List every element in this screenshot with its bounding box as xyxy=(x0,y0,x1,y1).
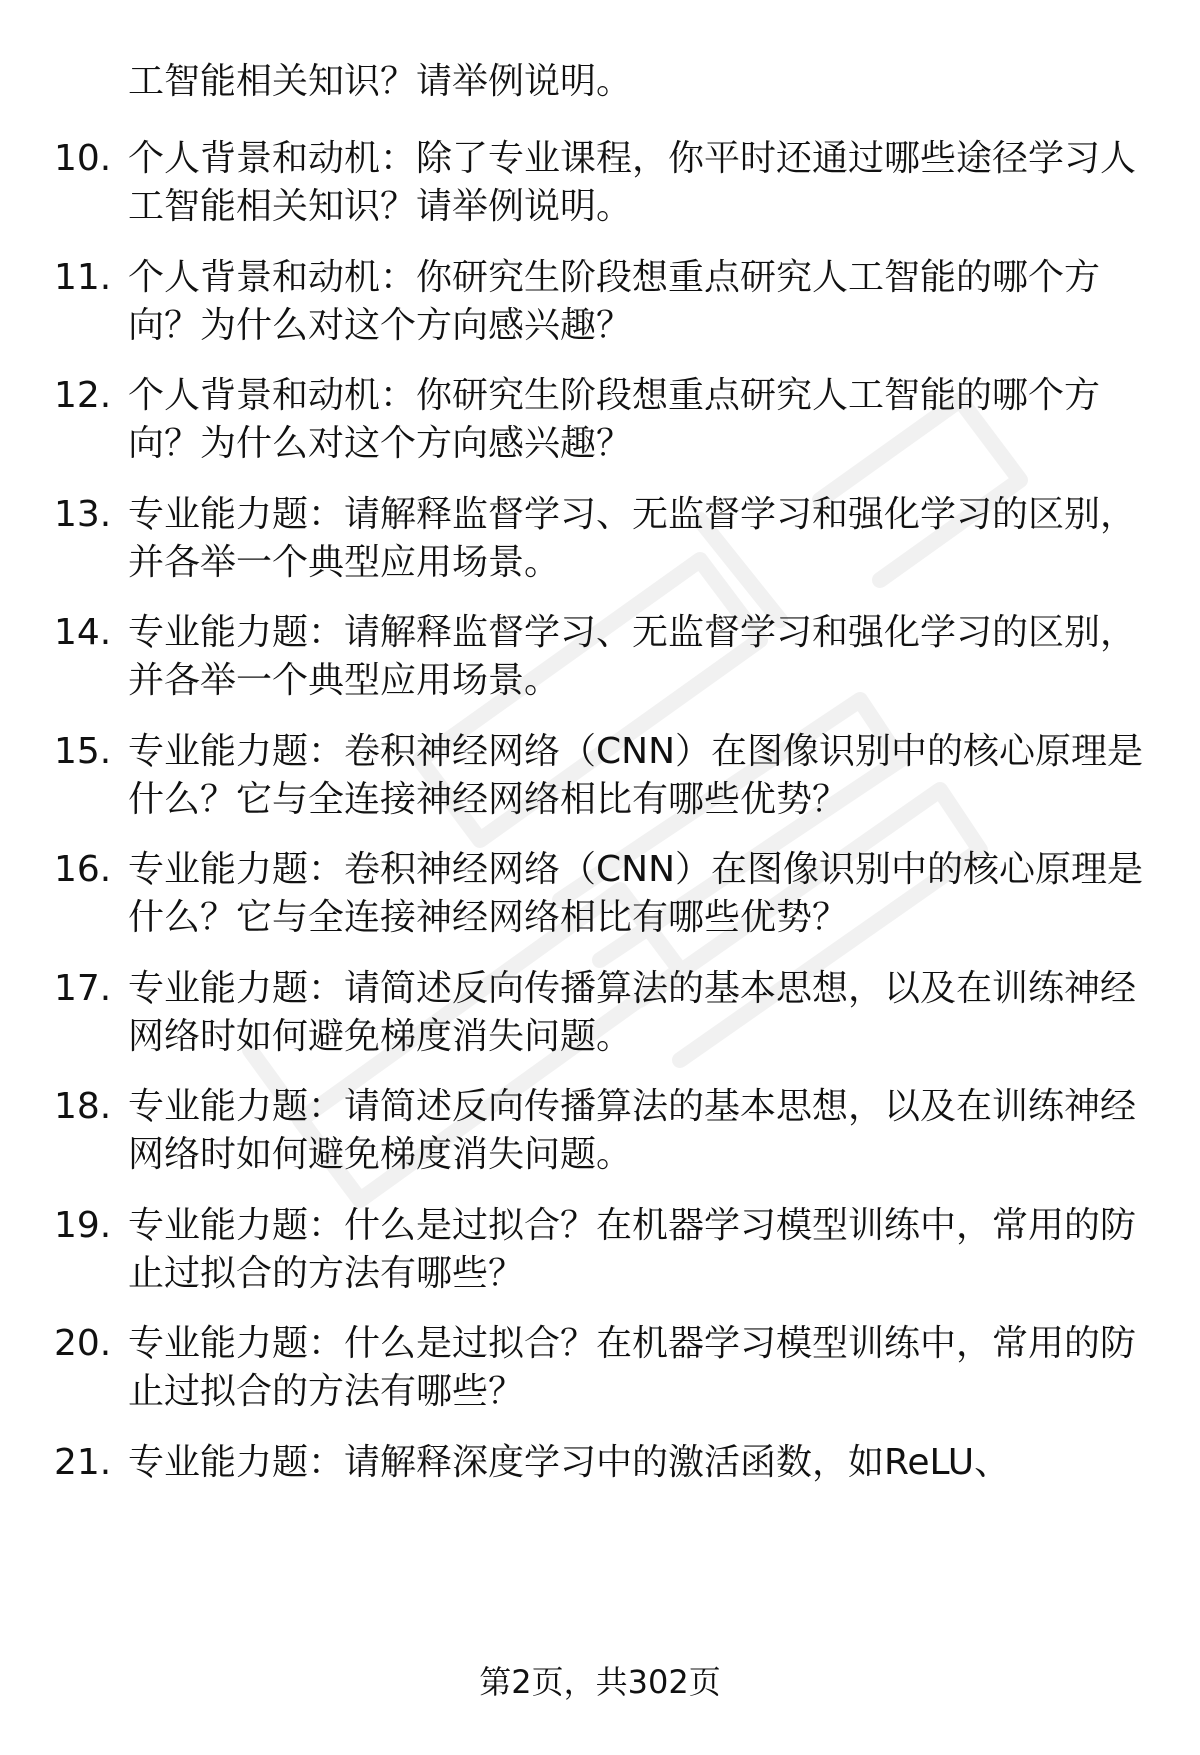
item-text-line1: 专业能力题：什么是过拟合？在机器学习模型训练中，常用的防 xyxy=(128,1323,1137,1364)
item-number: 12. xyxy=(54,375,112,416)
item-text-line2: 并各举一个典型应用场景。 xyxy=(128,542,561,583)
item-text-line2: 什么？它与全连接神经网络相比有哪些优势？ xyxy=(128,779,849,820)
item-text-line1: 专业能力题：请解释监督学习、无监督学习和强化学习的区别， xyxy=(128,494,1137,535)
item-number: 16. xyxy=(54,849,112,890)
item-text-line2: 并各举一个典型应用场景。 xyxy=(128,660,561,701)
item-text-line1: 专业能力题：请解释监督学习、无监督学习和强化学习的区别， xyxy=(128,612,1137,653)
item-number: 19. xyxy=(54,1205,112,1246)
item-text-line1: 专业能力题：卷积神经网络（CNN）在图像识别中的核心原理是 xyxy=(128,731,1143,772)
item-text-line2: 什么？它与全连接神经网络相比有哪些优势？ xyxy=(128,897,849,938)
item-number: 20. xyxy=(54,1323,112,1364)
item-text-line2: 止过拟合的方法有哪些？ xyxy=(128,1253,525,1294)
item-number: 11. xyxy=(54,257,112,298)
item-text-line1: 个人背景和动机：你研究生阶段想重点研究人工智能的哪个方 xyxy=(128,257,1101,298)
item-text-line1: 专业能力题：什么是过拟合？在机器学习模型训练中，常用的防 xyxy=(128,1205,1137,1246)
item-text-line2: 向？为什么对这个方向感兴趣？ xyxy=(128,423,633,464)
continuation-text: 工智能相关知识？请举例说明。 xyxy=(128,61,633,102)
item-number: 18. xyxy=(54,1086,112,1127)
item-text-line2: 向？为什么对这个方向感兴趣？ xyxy=(128,305,633,346)
item-text-line1: 专业能力题：请简述反向传播算法的基本思想，以及在训练神经 xyxy=(128,968,1137,1009)
item-text-line2: 网络时如何避免梯度消失问题。 xyxy=(128,1016,633,1057)
item-text-line1: 专业能力题：请简述反向传播算法的基本思想，以及在训练神经 xyxy=(128,1086,1137,1127)
item-text-line2: 网络时如何避免梯度消失问题。 xyxy=(128,1134,633,1175)
page-footer: 第2页，共302页 xyxy=(479,1663,721,1701)
item-number: 21. xyxy=(54,1442,112,1483)
item-number: 10. xyxy=(54,138,112,179)
item-text-line1: 个人背景和动机：你研究生阶段想重点研究人工智能的哪个方 xyxy=(128,375,1101,416)
item-text-line1: 专业能力题：卷积神经网络（CNN）在图像识别中的核心原理是 xyxy=(128,849,1143,890)
item-number: 17. xyxy=(54,968,112,1009)
item-text-line2: 工智能相关知识？请举例说明。 xyxy=(128,186,633,227)
item-number: 14. xyxy=(54,612,112,653)
item-text-line1: 个人背景和动机：除了专业课程，你平时还通过哪些途径学习人 xyxy=(128,138,1137,179)
item-number: 15. xyxy=(54,731,112,772)
item-text-line1: 专业能力题：请解释深度学习中的激活函数，如ReLU、 xyxy=(128,1442,1011,1483)
item-number: 13. xyxy=(54,494,112,535)
item-text-line2: 止过拟合的方法有哪些？ xyxy=(128,1371,525,1412)
